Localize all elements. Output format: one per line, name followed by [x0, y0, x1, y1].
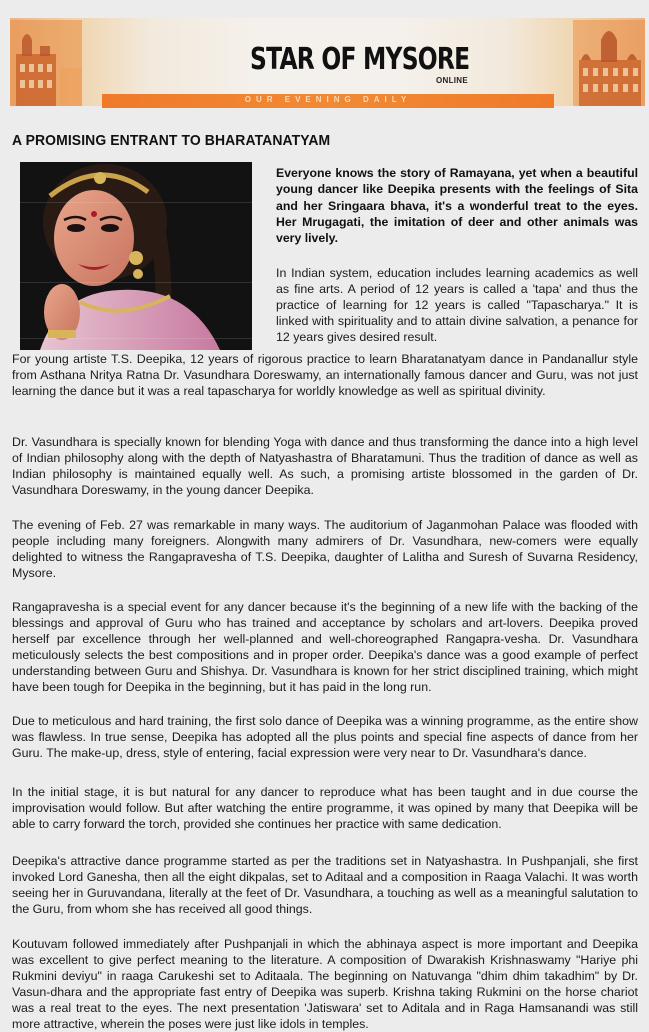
- article-paragraph: Rangapravesha is a special event for any dancer because it's the beginning of a new life with the backing of the blessings and approval of Guru who has trained and acceptance by scholars and art-lovers. Deepika proved herself par excellence through her well-planned and well-choreographed Rangapra-vesha. Dr. Vasundhara meticulously selects the best compositions and in proper order. Deepika's dance was a good example of perfect understanding between Guru and Shishya. Dr. Vasundhara is known for her strict disciplined training, which might have been tough for Deepika in the beginning, but it has paid in the long run.: [12, 600, 638, 694]
- article-lead: Everyone knows the story of Ramayana, yet when a beautiful young dancer like Deepika presents with the feelings of Sita and her Sringaara bhava, it's a wonderful treat to the eyes. Her Mrugagati, the imitation of deer and other animals was very lively.: [276, 166, 638, 246]
- article-paragraph: Dr. Vasundhara is specially known for blending Yoga with dance and thus transforming the dance into a high level of Indian philosophy along with the depth of Natyashastra of Bharatamuni. Thus the tradition of dance as well as Indian philosophy is maintained equally well. As such, a promising artiste blossomed in the garden of Dr. Vasundhara Doreswamy, in the young dancer Deepika.: [12, 435, 638, 497]
- article-paragraph: In the initial stage, it is but natural for any dancer to reproduce what has been taught and in due course the improvisation would follow. But after watching the entire programme, it was opined by many that Deepika will be able to carry forward the torch, provided she continues her practice with same dedication.: [12, 785, 638, 831]
- article-paragraph: The evening of Feb. 27 was remarkable in many ways. The auditorium of Jaganmohan Palace was flooded with people including many foreigners. Alongwith many admirers of Dr. Vasundhara, new-comers were equally delighted to witness the Rangapravesha of T.S. Deepika, daughter of Lalitha and Suresh of Suvarna Residency, Mysore.: [12, 518, 638, 580]
- article-paragraph: Koutuvam followed immediately after Pushpanjali in which the abhinaya aspect is more important and Deepika was excellent to give perfect meaning to the literature. A composition of Dwarakish Krishnaswamy "Hariye phi Rukmini deviyu" in raaga Carukeshi set to Aditaala. The beginning on Natuvanga "dhim dhim takadhim" by Dr. Vasun-dhara and the appropriate fast entry of Deepika was superb. Krishna taking Rukmini on the horse chariot was a real treat to the eyes. The next presentation 'Jatiswara' set to Aditala and in Raga Hamsanandi was still more attractive, wherein the poses were just like idols in temples.: [12, 937, 638, 1031]
- article-paragraph: Deepika's attractive dance programme started as per the traditions set in Natyashastra. In Pushpanjali, she first invoked Lord Ganesha, then all the eight dikpalas, set to Aditaal and a composition in Raaga Valachi. It was worth seeing her in Guruvandana, literally at the feet of Dr. Vasundhara, a touching as well as a meaningful salutation to the Guru, from whom she has received all good things.: [12, 854, 638, 916]
- article-paragraph: Due to meticulous and hard training, the first solo dance of Deepika was a winning programme, as the entire show was flawless. In true sense, Deepika has adopted all the plus points and special fine aspects of dance from her Guru. The make-up, dress, style of entering, facial expression were very near to Dr. Vasundhara's dance.: [12, 714, 638, 760]
- masthead-title: STAR OF MYSORE: [250, 42, 470, 77]
- article-paragraph: In Indian system, education includes learning academics as well as fine arts. A period of 12 years is called a 'tapa' and thus the practice of learning for 12 years is called "Tapascharya." It is linked with spirituality and to attain divine salvation, a penance for 12 years gives desired result.: [276, 266, 638, 344]
- article-paragraph: For young artiste T.S. Deepika, 12 years of rigorous practice to learn Bharatanatyam dance in Pandanallur style from Asthana Nritya Ratna Dr. Vasundhara Doreswamy, an internationally famous dancer and Guru, was not just learning the dance but it was a real tapascharya for worldly knowledge as well as spiritual divinity.: [12, 352, 638, 398]
- masthead-tagline: OUR EVENING DAILY: [244, 95, 412, 104]
- palace-right-illustration: [573, 20, 645, 106]
- article-headline: A PROMISING ENTRANT TO BHARATANATYAM: [12, 132, 331, 149]
- dancer-photo: [20, 162, 252, 350]
- masthead-band: [102, 94, 554, 108]
- dancer-portrait-image: [20, 162, 252, 350]
- masthead-online-label: ONLINE: [436, 76, 469, 85]
- palace-left-illustration: [10, 20, 82, 106]
- masthead: [10, 18, 645, 110]
